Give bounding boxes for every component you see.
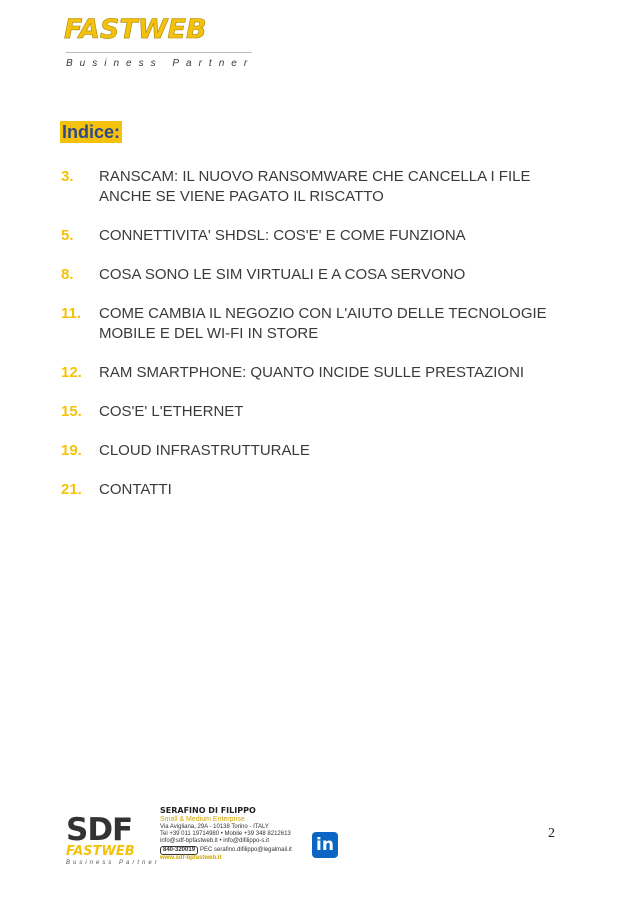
sdf-tagline: Business Partner: [66, 860, 160, 866]
toc-item[interactable]: [61, 304, 561, 344]
toc-title: COSA SONO LE SIM VIRTUALI E A COSA SERVONO: [99, 266, 466, 283]
linkedin-icon[interactable]: in: [312, 832, 338, 858]
toc-title: RANSCAM: IL NUOVO RANSOMWARE CHE CANCELLA I FILE ANCHE SE VIENE PAGATO IL RISCATTO: [99, 168, 531, 205]
contact-name: SERAFINO DI FILIPPO: [160, 806, 256, 815]
logo-brand: FASTWEB: [64, 14, 207, 45]
toc-item[interactable]: [61, 363, 561, 383]
toc-page-number: 21.: [61, 481, 82, 498]
index-title: Indice:: [62, 122, 121, 142]
logo-divider: [66, 52, 252, 53]
toc-page-number: 11.: [61, 305, 82, 322]
sdf-brand: FASTWEB: [66, 844, 135, 859]
toc-title: CONNETTIVITA' SHDSL: COS'E' E COME FUNZIONA: [99, 227, 466, 244]
sdf-logo: SDF: [66, 812, 133, 848]
toc-page-number: 19.: [61, 442, 82, 459]
phone-badge: 840-320019: [160, 846, 198, 855]
toc-page-number: 12.: [61, 364, 82, 381]
toc-item[interactable]: [61, 167, 561, 207]
toc-item[interactable]: [61, 480, 561, 500]
toc-title: CLOUD INFRASTRUTTURALE: [99, 442, 310, 459]
contact-website[interactable]: www.sdf-bpfastweb.it: [160, 854, 222, 861]
table-of-contents: [61, 167, 561, 519]
toc-page-number: 5.: [61, 227, 74, 244]
toc-title: CONTATTI: [99, 481, 172, 498]
toc-item[interactable]: [61, 441, 561, 461]
toc-item[interactable]: [61, 226, 561, 246]
toc-page-number: 3.: [61, 168, 74, 185]
toc-title: COME CAMBIA IL NEGOZIO CON L'AIUTO DELLE TECNOLOGIE MOBILE E DEL WI-FI IN STORE: [99, 305, 547, 342]
fastweb-logo: [60, 12, 260, 74]
contact-pec: PEC serafino.difilippo@legalmail.it: [200, 846, 292, 853]
toc-title: RAM SMARTPHONE: QUANTO INCIDE SULLE PRESTAZIONI: [99, 364, 525, 381]
contact-phones: Tel +39 011 19714980 • Mobile +39 348 8212613: [160, 831, 291, 838]
logo-tagline: Business Partner: [66, 58, 255, 69]
toc-title: COS'E' L'ETHERNET: [99, 403, 244, 420]
page-number: 2: [548, 826, 555, 841]
toc-item[interactable]: [61, 265, 561, 285]
contact-segment: Small & Medium Enterprise: [160, 816, 245, 823]
contact-emails: info@sdf-bpfastweb.it • info@difilippo-s.it: [160, 838, 269, 845]
toc-page-number: 8.: [61, 266, 74, 283]
toc-page-number: 15.: [61, 403, 82, 420]
toc-item[interactable]: [61, 402, 561, 422]
contact-address: Via Avigliana, 29A - 10138 Torino - ITALY: [160, 824, 269, 830]
